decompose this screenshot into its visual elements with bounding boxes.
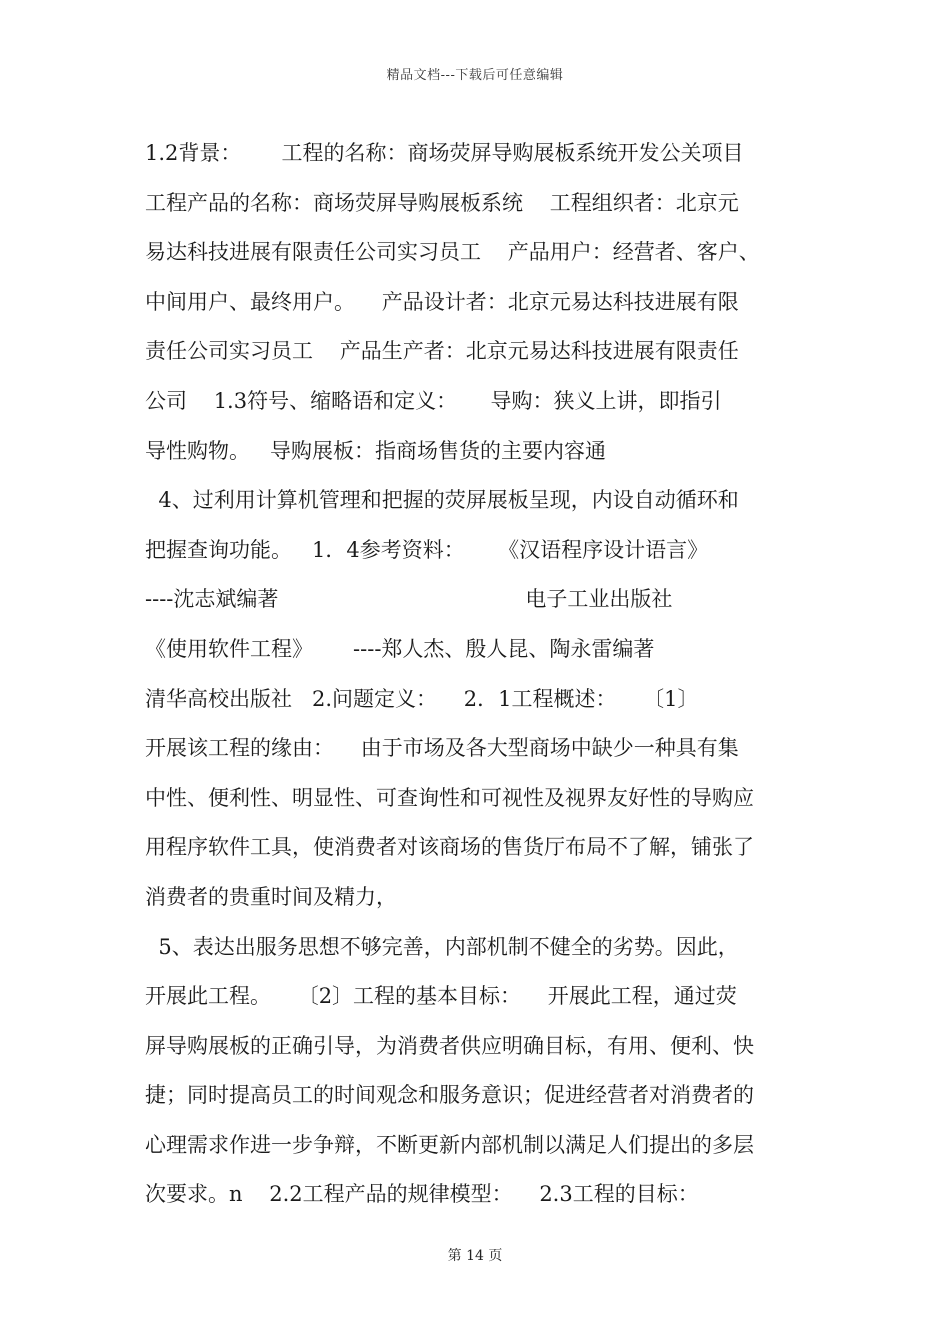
text-line: 用程序软件工具，使消费者对该商场的售货厅布局不了解，铺张了	[145, 835, 754, 860]
text-line: 心理需求作进一步争辩，不断更新内部机制以满足人们提出的多层	[145, 1132, 754, 1157]
text-line: 消费者的贵重时间及精力，	[145, 884, 397, 909]
text-line: 捷；同时提高员工的时间观念和服务意识；促进经营者对消费者的	[145, 1083, 754, 1108]
text-line: 责任公司实习员工 产品生产者：北京元易达科技进展有限责任	[145, 339, 739, 364]
text-line: 工程产品的名称：商场荧屏导购展板系统 工程组织者：北京元	[145, 190, 739, 215]
text-line: 清华高校出版社 2.问题定义： 2．1工程概述： 〔1〕	[145, 686, 699, 711]
text-line: 《使用软件工程》 ----郑人杰、殷人昆、陶永雷编著	[145, 636, 655, 661]
text-line: 导性购物。 导购展板：指商场售货的主要内容通	[145, 438, 607, 463]
document-body	[145, 133, 810, 1224]
page-number: 第 14 页	[447, 1248, 503, 1264]
text-line: 5、表达出服务思想不够完善，内部机制不健全的劣势。因此，	[145, 934, 739, 959]
text-line: ----沈志斌编著 电子工业出版社	[145, 587, 673, 612]
text-line: 4、过利用计算机管理和把握的荧屏展板呈现，内设自动循环和	[145, 488, 739, 513]
text-line: 中间用户、最终用户。 产品设计者：北京元易达科技进展有限	[145, 289, 739, 314]
text-line: 中性、便利性、明显性、可查询性和可视性及视界友好性的导购应	[145, 785, 754, 810]
text-line: 公司 1.3符号、缩略语和定义： 导购：狭义上讲，即指引	[145, 388, 722, 413]
text-line: 开展此工程。 〔2〕工程的基本目标： 开展此工程，通过荧	[145, 984, 737, 1009]
text-line: 屏导购展板的正确引导，为消费者供应明确目标，有用、便利、快	[145, 1033, 754, 1058]
text-line: 次要求。n 2.2工程产品的规律模型： 2.3工程的目标：	[145, 1182, 699, 1207]
page-header: 精品文档---下载后可任意编辑	[386, 68, 564, 83]
text-line: 把握查询功能。 1．4参考资料： 《汉语程序设计语言》	[145, 537, 709, 562]
text-line: 易达科技进展有限责任公司实习员工 产品用户：经营者、客户、	[145, 240, 760, 265]
text-line: 开展该工程的缘由： 由于市场及各大型商场中缺少一种具有集	[145, 736, 739, 761]
text-line: 1.2背景： 工程的名称：商场荧屏导购展板系统开发公关项目	[145, 141, 744, 165]
